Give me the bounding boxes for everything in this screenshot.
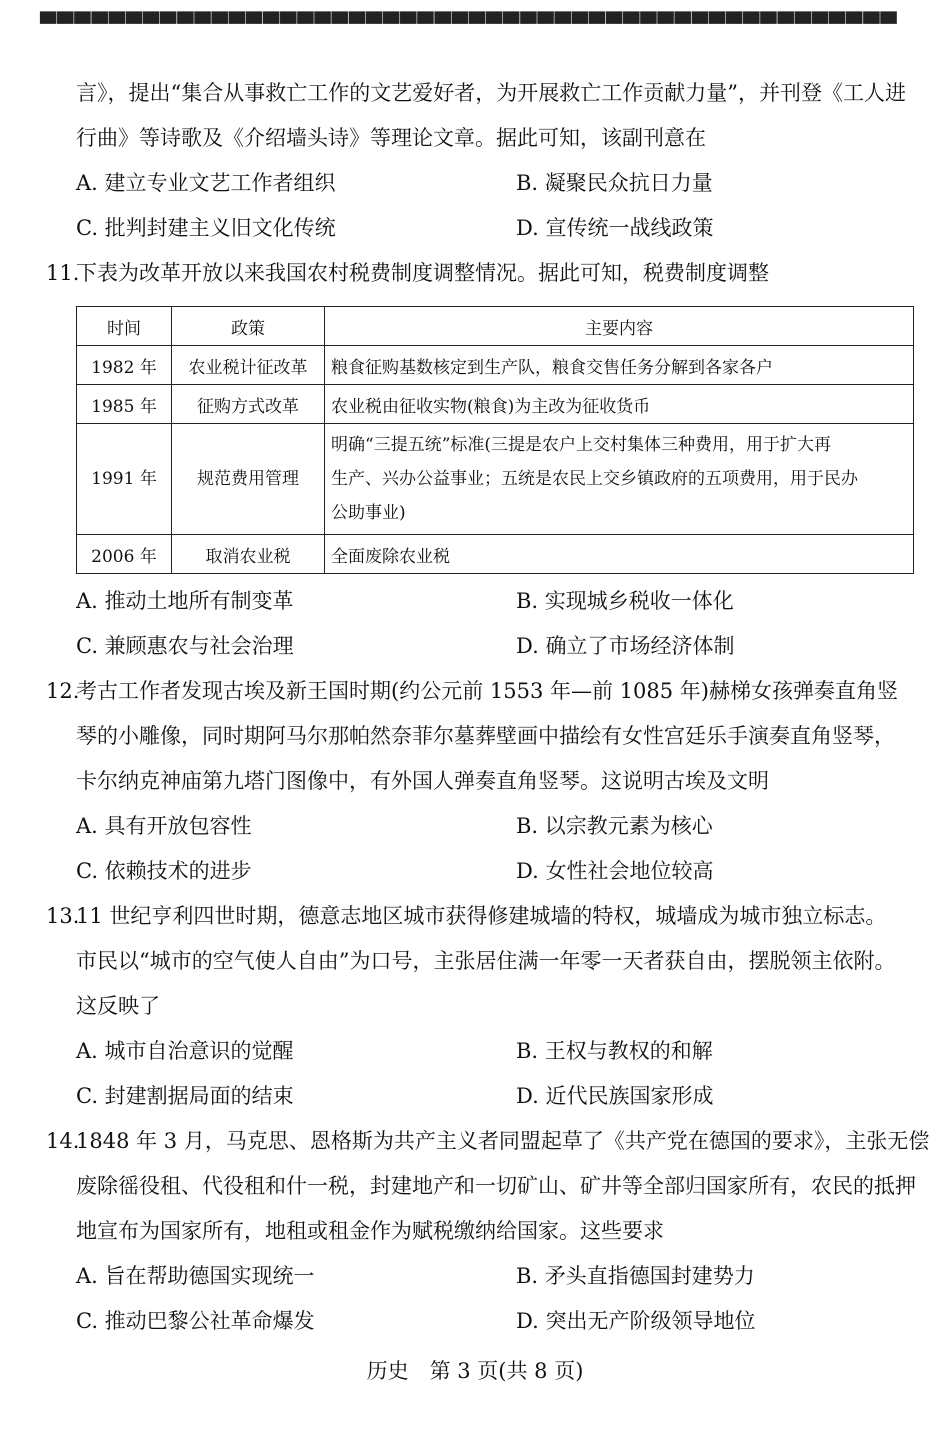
q13-stem-line: 市民以“城市的空气使人自由”为口号，主张居住满一年零一天者获自由，摆脱领主依附。 <box>76 949 896 973</box>
q11-option-c[interactable]: C. 兼顾惠农与社会治理 <box>76 634 294 658</box>
q10-stem-line: 行曲》等诗歌及《介绍墙头诗》等理论文章。据此可知，该副刊意在 <box>76 126 706 150</box>
q11-option-a[interactable]: A. 推动土地所有制变革 <box>76 589 294 613</box>
q12-stem-line: 考古工作者发现古埃及新王国时期(约公元前 1553 年—前 1085 年)赫梯女孩弹奏直角竖 <box>76 679 898 703</box>
header-policy: 政策 <box>172 307 325 346</box>
q13-number: 13. <box>46 904 80 928</box>
cell-year: 1991 年 <box>77 424 172 535</box>
table-header-row <box>77 307 914 346</box>
cell-content-line: 公助事业) <box>331 503 406 523</box>
cell-year: 2006 年 <box>77 535 172 574</box>
q13-option-c[interactable]: C. 封建割据局面的结束 <box>76 1084 294 1108</box>
q14-stem-line: 地宣布为国家所有，地租或租金作为赋税缴纳给国家。这些要求 <box>76 1219 664 1243</box>
q14-option-c[interactable]: C. 推动巴黎公社革命爆发 <box>76 1309 315 1333</box>
header-time: 时间 <box>77 307 172 346</box>
cell-policy: 规范费用管理 <box>172 424 325 535</box>
q14-option-d[interactable]: D. 突出无产阶级领导地位 <box>516 1309 756 1333</box>
q13-stem-line: 11 世纪亨利四世时期，德意志地区城市获得修建城墙的特权，城墙成为城市独立标志。 <box>76 904 887 928</box>
q14-stem-line: 1848 年 3 月，马克思、恩格斯为共产主义者同盟起草了《共产党在德国的要求》，主张无偿 <box>76 1129 930 1153</box>
q14-option-b[interactable]: B. 矛头直指德国封建势力 <box>516 1264 755 1288</box>
q11-number: 11. <box>46 261 80 285</box>
table-row <box>77 385 914 424</box>
cell-year: 1982 年 <box>77 346 172 385</box>
q11-option-d[interactable]: D. 确立了市场经济体制 <box>516 634 735 658</box>
q14-option-a[interactable]: A. 旨在帮助德国实现统一 <box>76 1264 315 1288</box>
cell-policy: 农业税计征改革 <box>172 346 325 385</box>
q10-option-b[interactable]: B. 凝聚民众抗日力量 <box>516 171 713 195</box>
q11-option-b[interactable]: B. 实现城乡税收一体化 <box>516 589 734 613</box>
cell-policy: 征购方式改革 <box>172 385 325 424</box>
q12-option-a[interactable]: A. 具有开放包容性 <box>76 814 252 838</box>
q13-option-d[interactable]: D. 近代民族国家形成 <box>516 1084 714 1108</box>
q11-stem: 下表为改革开放以来我国农村税费制度调整情况。据此可知，税费制度调整 <box>76 261 769 285</box>
q13-option-b[interactable]: B. 王权与教权的和解 <box>516 1039 713 1063</box>
q10-option-c[interactable]: C. 批判封建主义旧文化传统 <box>76 216 336 240</box>
q12-stem-line: 卡尔纳克神庙第九塔门图像中，有外国人弹奏直角竖琴。这说明古埃及文明 <box>76 769 769 793</box>
cut-off-text: ▀▀▀▀▀▀▀▀▀▀▀▀▀▀▀▀▀▀▀▀▀▀▀▀▀▀▀▀▀▀▀▀▀▀▀▀▀▀▀▀▀▀▀▀▀▀▀▀▀▀ <box>40 12 898 36</box>
q10-option-d[interactable]: D. 宣传统一战线政策 <box>516 216 714 240</box>
q14-number: 14. <box>46 1129 80 1153</box>
q10-option-a[interactable]: A. 建立专业文艺工作者组织 <box>76 171 336 195</box>
cell-content <box>325 424 914 535</box>
q12-option-c[interactable]: C. 依赖技术的进步 <box>76 859 252 883</box>
cell-content: 农业税由征收实物(粮食)为主改为征收货币 <box>325 385 914 424</box>
q13-option-a[interactable]: A. 城市自治意识的觉醒 <box>76 1039 294 1063</box>
q13-stem-line: 这反映了 <box>76 994 160 1018</box>
q12-option-b[interactable]: B. 以宗教元素为核心 <box>516 814 713 838</box>
cell-content: 粮食征购基数核定到生产队，粮食交售任务分解到各家各户 <box>325 346 914 385</box>
cell-year: 1985 年 <box>77 385 172 424</box>
cell-policy: 取消农业税 <box>172 535 325 574</box>
cell-content-line: 生产、兴办公益事业；五统是农民上交乡镇政府的五项费用，用于民办 <box>331 469 858 489</box>
q14-stem-line: 废除徭役租、代役租和什一税，封建地产和一切矿山、矿井等全部归国家所有，农民的抵押 <box>76 1174 916 1198</box>
cut-off-top-line <box>40 12 910 50</box>
tax-reform-table <box>76 306 914 574</box>
header-content: 主要内容 <box>325 307 914 346</box>
q12-number: 12. <box>46 679 80 703</box>
q10-stem-line: 言》，提出“集合从事救亡工作的文艺爱好者，为开展救亡工作贡献力量”，并刊登《工人进 <box>76 81 906 105</box>
cell-content-line: 明确“三提五统”标准(三提是农户上交村集体三种费用，用于扩大再 <box>331 435 832 455</box>
q12-option-d[interactable]: D. 女性社会地位较高 <box>516 859 714 883</box>
table-row <box>77 535 914 574</box>
q12-stem-line: 琴的小雕像，同时期阿马尔那帕然奈菲尔墓葬壁画中描绘有女性宫廷乐手演奏直角竖琴， <box>76 724 895 748</box>
table-row <box>77 424 914 535</box>
table-row <box>77 346 914 385</box>
cell-content: 全面废除农业税 <box>325 535 914 574</box>
page-footer: 历史 第 3 页(共 8 页) <box>366 1359 584 1383</box>
